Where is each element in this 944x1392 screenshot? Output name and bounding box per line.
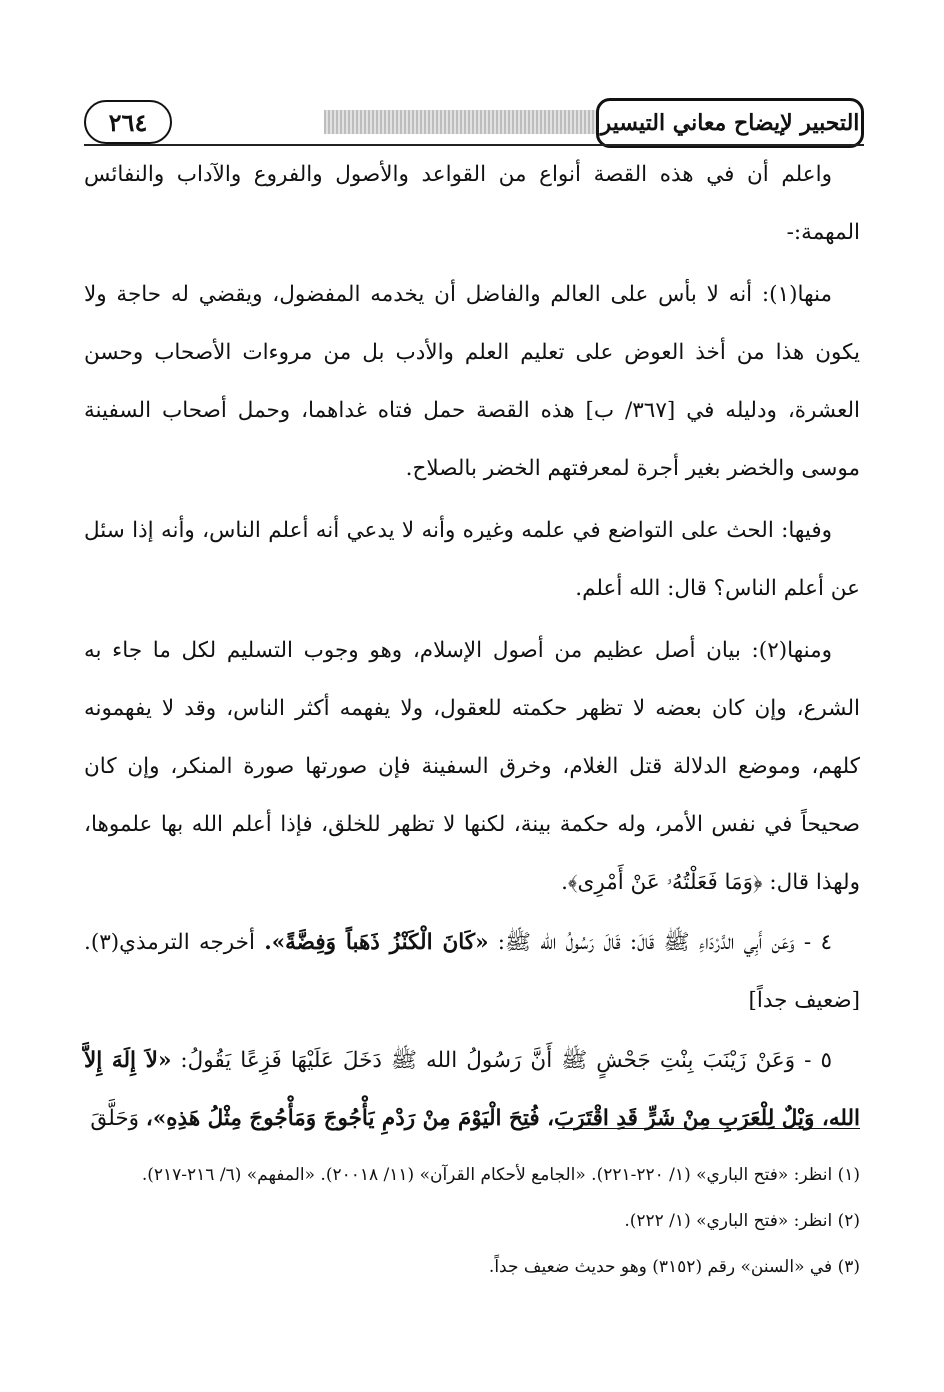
hadith-4-intro: ٤ - وَعَن أَبِي الدَّرْدَاءِ ﷺ قَالَ: قَالَ رَسُولُ الله ﷺ: xyxy=(488,930,832,955)
paragraph-1: واعلم أن في هذه القصة أنواع من القواعد والأصول والفروع والآداب والنفائس المهمة:- xyxy=(84,162,860,245)
hadith-5-quote: «لاَ إِلَهَ إِلاَّ الله، وَيْلٌ لِلْعَرَبِ مِنْ شَرٍّ قَدِ اقْتَرَبَ، فُتِحَ الْيَوْمَ مِنْ رَدْمِ يَأْجُوجَ وَمَأْجُوجَ مِثْلُ هَذِهِ»، xyxy=(84,1048,860,1131)
hadith-5 xyxy=(84,1032,860,1148)
hadith-4 xyxy=(84,914,860,1030)
hadith-5-intro: ٥ - وَعَنْ زَيْنَبَ بِنْتِ جَحْشٍ ﷺ أَنَّ رَسُولُ الله ﷺ دَخَلَ عَلَيْهَا فَزِعًا يَقُولُ: xyxy=(171,1048,832,1073)
paragraph-3: وفيها: الحث على التواضع في علمه وغيره وأنه لا يدعي أنه أعلم الناس، وأنه إذا سئل عن أعلم الناس؟ قال: الله أعلم. xyxy=(84,518,860,601)
footnotes xyxy=(84,1152,860,1290)
hadith-4-quote: «كَانَ الْكَنْزُ ذَهَباً وَفِضَّةً». xyxy=(264,930,489,955)
footnote-1: (١) انظر: «فتح الباري» (١/ ٢٢٠-٢٢١). «الجامع لأحكام القرآن» (١١/ ٢٠٠١٨). «المفهم» (٦/ ٢١٦-٢١٧). xyxy=(141,1165,860,1185)
hadith-4-tail: أخرجه الترمذي(٣). [ضعيف جداً] xyxy=(84,930,860,1013)
footnote-separator xyxy=(558,1128,860,1129)
main-text xyxy=(84,146,860,1148)
book-title: التحبير لإيضاح معاني التيسير xyxy=(596,98,864,148)
hadith-5-tail: وَحَلَّقَ xyxy=(90,1106,146,1131)
footnote-3: (٣) في «السنن» رقم (٣١٥٢) وهو حديث ضعيف جداً. xyxy=(488,1257,860,1277)
page-header xyxy=(84,96,864,152)
footnote-2: (٢) انظر: «فتح الباري» (١/ ٢٢٢). xyxy=(624,1211,860,1231)
page-number: ٢٦٤ xyxy=(84,100,172,144)
paragraph-2: منها(١): أنه لا بأس على العالم والفاضل أن يخدمه المفضول، ويقضي له حاجة ولا يكون هذا من أخذ العوض على تعليم العلم والأدب بل من مروءات الأصحاب وحسن العشرة، ودليله في [٣٦٧/ ب] هذه القصة حمل فتاه غداهما، وحمل أصحاب السفينة موسى والخضر بغير أجرة لمعرفتهم الخضر بالصلاح. xyxy=(84,282,860,481)
paragraph-4: ومنها(٢): بيان أصل عظيم من أصول الإسلام، وهو وجوب التسليم لكل ما جاء به الشرع، وإن كان بعضه لا تظهر حكمته للعقول، ولا يفهمه أكثر الناس، وقد لا يفهمونه كلهم، وموضع الدلالة قتل الغلام، وخرق السفينة فإن صورتها صورة المنكر، وإن كان صحيحاً في نفس الأمر، وله حكمة بينة، لكنها لا تظهر للخلق، فإذا أعلم الله بها علموها، ولهذا قال: ﴿وَمَا فَعَلْتُهُۥ عَنْ أَمْرِى﴾. xyxy=(84,638,860,895)
